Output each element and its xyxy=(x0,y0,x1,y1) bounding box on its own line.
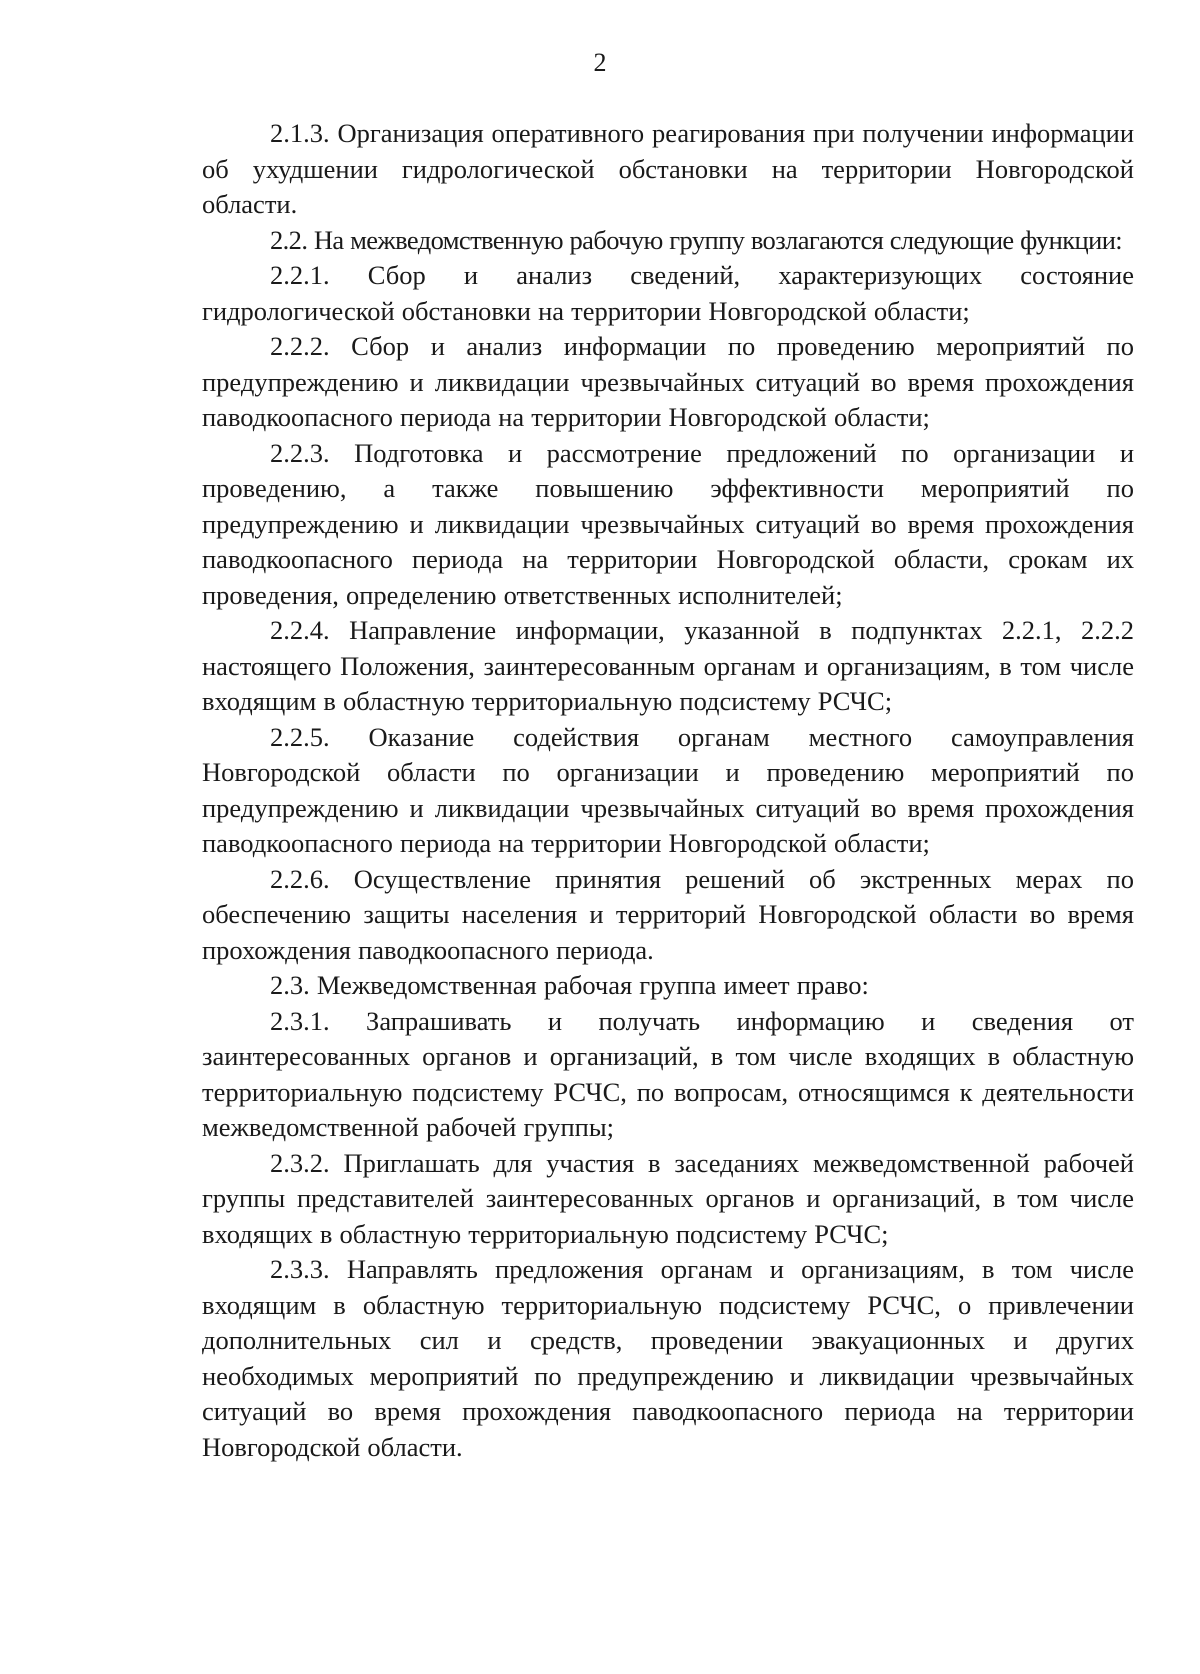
document-body xyxy=(202,116,1134,1465)
paragraph-2-3: 2.3. Межведомственная рабочая группа имеет право: xyxy=(270,970,869,1000)
paragraph-2-3-1: 2.3.1. Запрашивать и получать информацию и сведения от заинтересованных органов и организаций, в том числе входящих в областную территориальную подсистему РСЧС, по вопросам, относящимся к деятельности межведомственной рабочей группы; xyxy=(202,1005,1134,1142)
paragraph-2-2-5: 2.2.5. Оказание содействия органам местного самоуправления Новгородской области по организации и проведению мероприятий по предупреждению и ликвидации чрезвычайных ситуаций во время прохождения паводкоопасного периода на территории Новгородской области; xyxy=(202,721,1134,858)
paragraph-2-1-3: 2.1.3. Организация оперативного реагирования при получении информации об ухудшении гидрологической обстановки на территории Новгородской области. xyxy=(202,118,1134,219)
paragraph-2-2-4: 2.2.4. Направление информации, указанной в подпунктах 2.2.1, 2.2.2 настоящего Положения, заинтересованным органам и организациям, в том числе входящим в областную территориальную подсистему РСЧС; xyxy=(202,615,1134,716)
paragraph-2-3-3: 2.3.3. Направлять предложения органам и организациям, в том числе входящим в областную территориальную подсистему РСЧС, о привлечении дополнительных сил и средств, проведении эвакуационных и других необходимых мероприятий по предупреждению и ликвидации чрезвычайных ситуаций во время прохождения паводкоопасного периода на территории Новгородской области. xyxy=(202,1254,1134,1462)
page-number: 2 xyxy=(593,48,607,77)
paragraph-2-2-2: 2.2.2. Сбор и анализ информации по проведению мероприятий по предупреждению и ликвидации чрезвычайных ситуаций во время прохождения паводкоопасного периода на территории Новгородской области; xyxy=(202,331,1134,432)
paragraph-2-3-2: 2.3.2. Приглашать для участия в заседаниях межведомственной рабочей группы представителей заинтересованных органов и организаций, в том числе входящих в областную территориальную подсистему РСЧС; xyxy=(202,1147,1134,1249)
paragraph-2-2-3: 2.2.3. Подготовка и рассмотрение предложений по организации и проведению, а также повышению эффективности мероприятий по предупреждению и ликвидации чрезвычайных ситуаций во время прохождения паводкоопасного периода на территории Новгородской области, срокам их проведения, определению ответственных исполнителей; xyxy=(202,437,1134,610)
paragraph-2-2: 2.2. На межведомственную рабочую группу возлагаются следующие функции: xyxy=(270,224,1123,255)
paragraph-2-2-1: 2.2.1. Сбор и анализ сведений, характеризующих состояние гидрологической обстановки на территории Новгородской области; xyxy=(202,260,1134,326)
paragraph-2-2-6: 2.2.6. Осуществление принятия решений об экстренных мерах по обеспечению защиты населения и территорий Новгородской области во время прохождения паводкоопасного периода. xyxy=(202,863,1134,965)
